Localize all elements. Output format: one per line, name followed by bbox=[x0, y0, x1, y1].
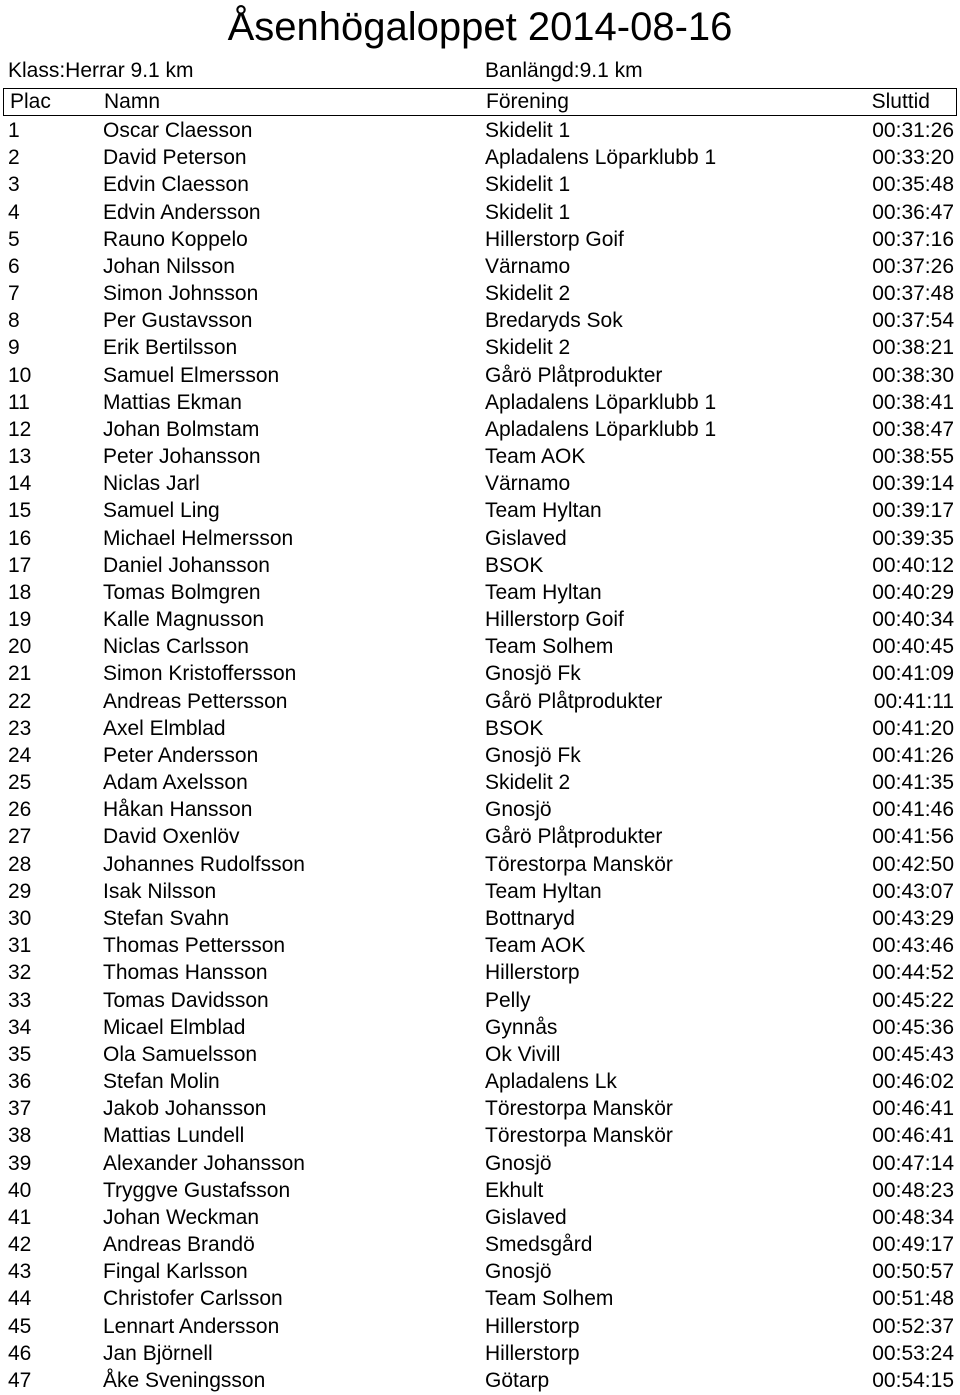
row-plac: 43 bbox=[8, 1260, 32, 1284]
row-sluttid: 00:46:41 bbox=[872, 1097, 954, 1121]
row-forening: Skidelit 1 bbox=[485, 173, 571, 197]
table-row bbox=[0, 1367, 960, 1394]
row-namn: Niclas Carlsson bbox=[103, 635, 249, 659]
row-forening: Värnamo bbox=[485, 254, 571, 278]
row-sluttid: 00:39:17 bbox=[872, 499, 954, 523]
table-row bbox=[0, 742, 960, 769]
row-sluttid: 00:35:48 bbox=[872, 173, 954, 197]
table-row bbox=[0, 1014, 960, 1041]
table-row bbox=[0, 1122, 960, 1149]
row-namn: Thomas Pettersson bbox=[103, 934, 286, 958]
row-forening: Gislaved bbox=[485, 1205, 567, 1229]
table-row bbox=[0, 878, 960, 905]
row-forening: Team Solhem bbox=[485, 1287, 614, 1311]
table-row bbox=[0, 715, 960, 742]
row-plac: 34 bbox=[8, 1015, 32, 1039]
table-row bbox=[0, 443, 960, 470]
table-row bbox=[0, 1095, 960, 1122]
row-sluttid: 00:50:57 bbox=[872, 1260, 954, 1284]
row-plac: 32 bbox=[8, 961, 32, 985]
row-sluttid: 00:45:43 bbox=[872, 1042, 954, 1066]
row-forening: Skidelit 2 bbox=[485, 282, 571, 306]
table-row bbox=[0, 280, 960, 307]
row-namn: Håkan Hansson bbox=[103, 798, 253, 822]
table-row bbox=[0, 1285, 960, 1312]
row-namn: Mattias Lundell bbox=[103, 1124, 245, 1148]
table-row bbox=[0, 226, 960, 253]
row-sluttid: 00:38:55 bbox=[872, 445, 954, 469]
row-forening: BSOK bbox=[485, 553, 544, 577]
row-namn: Alexander Johansson bbox=[103, 1151, 305, 1175]
row-plac: 29 bbox=[8, 879, 32, 903]
row-plac: 8 bbox=[8, 309, 20, 333]
row-plac: 36 bbox=[8, 1070, 32, 1094]
row-sluttid: 00:37:48 bbox=[872, 282, 954, 306]
row-namn: Johannes Rudolfsson bbox=[103, 852, 305, 876]
class-label: Klass:Herrar 9.1 km bbox=[8, 59, 194, 82]
row-forening: Apladalens Löparklubb 1 bbox=[485, 417, 717, 441]
row-sluttid: 00:38:21 bbox=[872, 336, 954, 360]
row-forening: Gårö Plåtprodukter bbox=[485, 363, 663, 387]
row-namn: Kalle Magnusson bbox=[103, 608, 265, 632]
table-row bbox=[0, 851, 960, 878]
row-plac: 25 bbox=[8, 771, 32, 795]
row-sluttid: 00:46:02 bbox=[872, 1070, 954, 1094]
row-namn: Andreas Brandö bbox=[103, 1233, 255, 1257]
table-row bbox=[0, 1231, 960, 1258]
table-row bbox=[0, 1340, 960, 1367]
row-namn: Johan Weckman bbox=[103, 1205, 260, 1229]
row-namn: Thomas Hansson bbox=[103, 961, 268, 985]
row-sluttid: 00:42:50 bbox=[872, 852, 954, 876]
row-sluttid: 00:41:26 bbox=[872, 743, 954, 767]
row-forening: Gnosjö Fk bbox=[485, 662, 581, 686]
table-row bbox=[0, 334, 960, 361]
row-plac: 22 bbox=[8, 689, 32, 713]
row-plac: 23 bbox=[8, 716, 32, 740]
row-forening: Gynnås bbox=[485, 1015, 558, 1039]
row-sluttid: 00:38:47 bbox=[872, 417, 954, 441]
row-sluttid: 00:39:35 bbox=[872, 526, 954, 550]
row-sluttid: 00:49:17 bbox=[872, 1233, 954, 1257]
row-sluttid: 00:40:34 bbox=[872, 608, 954, 632]
table-row bbox=[0, 1068, 960, 1095]
row-namn: Stefan Svahn bbox=[103, 906, 230, 930]
row-namn: Jakob Johansson bbox=[103, 1097, 267, 1121]
row-forening: BSOK bbox=[485, 716, 544, 740]
row-plac: 15 bbox=[8, 499, 32, 523]
row-namn: Samuel Elmersson bbox=[103, 363, 280, 387]
row-forening: Gårö Plåtprodukter bbox=[485, 825, 663, 849]
row-plac: 35 bbox=[8, 1042, 32, 1066]
table-row bbox=[0, 1313, 960, 1340]
row-sluttid: 00:37:26 bbox=[872, 254, 954, 278]
table-row bbox=[0, 932, 960, 959]
row-namn: Stefan Molin bbox=[103, 1070, 220, 1094]
row-namn: Mattias Ekman bbox=[103, 390, 242, 414]
row-plac: 47 bbox=[8, 1368, 32, 1392]
row-sluttid: 00:48:34 bbox=[872, 1205, 954, 1229]
row-plac: 41 bbox=[8, 1205, 32, 1229]
row-sluttid: 00:40:45 bbox=[872, 635, 954, 659]
row-forening: Hillerstorp bbox=[485, 961, 580, 985]
row-plac: 13 bbox=[8, 445, 32, 469]
row-plac: 31 bbox=[8, 934, 32, 958]
header-sluttid: Sluttid bbox=[871, 90, 930, 113]
table-row bbox=[0, 525, 960, 552]
table-row bbox=[0, 362, 960, 389]
row-plac: 6 bbox=[8, 254, 20, 278]
row-forening: Bredaryds Sok bbox=[485, 309, 623, 333]
row-plac: 11 bbox=[8, 390, 30, 414]
table-row bbox=[0, 1177, 960, 1204]
table-row bbox=[0, 389, 960, 416]
row-sluttid: 00:40:29 bbox=[872, 580, 954, 604]
row-forening: Gislaved bbox=[485, 526, 567, 550]
row-forening: Team Hyltan bbox=[485, 499, 602, 523]
row-sluttid: 00:45:22 bbox=[872, 988, 954, 1012]
row-namn: Peter Andersson bbox=[103, 743, 259, 767]
row-namn: David Peterson bbox=[103, 146, 247, 170]
row-namn: Johan Bolmstam bbox=[103, 417, 260, 441]
row-sluttid: 00:43:46 bbox=[872, 934, 954, 958]
row-sluttid: 00:46:41 bbox=[872, 1124, 954, 1148]
row-sluttid: 00:41:20 bbox=[872, 716, 954, 740]
row-forening: Törestorpa Manskör bbox=[485, 852, 673, 876]
table-row bbox=[0, 552, 960, 579]
row-forening: Hillerstorp Goif bbox=[485, 608, 624, 632]
course-length-label: Banlängd:9.1 km bbox=[485, 59, 643, 82]
row-plac: 37 bbox=[8, 1097, 32, 1121]
row-forening: Hillerstorp bbox=[485, 1314, 580, 1338]
table-row bbox=[0, 144, 960, 171]
row-plac: 26 bbox=[8, 798, 32, 822]
table-row bbox=[0, 688, 960, 715]
row-forening: Götarp bbox=[485, 1368, 550, 1392]
row-sluttid: 00:40:12 bbox=[872, 553, 954, 577]
row-forening: Skidelit 2 bbox=[485, 771, 571, 795]
row-namn: Lennart Andersson bbox=[103, 1314, 280, 1338]
row-namn: Micael Elmblad bbox=[103, 1015, 246, 1039]
row-forening: Gnosjö Fk bbox=[485, 743, 581, 767]
row-plac: 21 bbox=[8, 662, 32, 686]
row-forening: Skidelit 2 bbox=[485, 336, 571, 360]
row-forening: Apladalens Löparklubb 1 bbox=[485, 390, 717, 414]
row-namn: Michael Helmersson bbox=[103, 526, 294, 550]
table-row bbox=[0, 823, 960, 850]
table-row bbox=[0, 1041, 960, 1068]
row-plac: 9 bbox=[8, 336, 20, 360]
row-forening: Gårö Plåtprodukter bbox=[485, 689, 663, 713]
row-sluttid: 00:48:23 bbox=[872, 1178, 954, 1202]
row-plac: 44 bbox=[8, 1287, 32, 1311]
row-sluttid: 00:44:52 bbox=[872, 961, 954, 985]
row-plac: 3 bbox=[8, 173, 20, 197]
row-sluttid: 00:37:16 bbox=[872, 227, 954, 251]
row-sluttid: 00:39:14 bbox=[872, 472, 954, 496]
table-row bbox=[0, 1150, 960, 1177]
row-forening: Smedsgård bbox=[485, 1233, 593, 1257]
row-plac: 42 bbox=[8, 1233, 32, 1257]
row-sluttid: 00:43:07 bbox=[872, 879, 954, 903]
row-plac: 28 bbox=[8, 852, 32, 876]
row-namn: Simon Kristoffersson bbox=[103, 662, 297, 686]
row-forening: Ekhult bbox=[485, 1178, 544, 1202]
row-plac: 14 bbox=[8, 472, 32, 496]
table-header bbox=[3, 88, 957, 116]
table-row bbox=[0, 470, 960, 497]
row-namn: Tryggve Gustafsson bbox=[103, 1178, 291, 1202]
header-namn: Namn bbox=[104, 90, 161, 113]
row-forening: Team AOK bbox=[485, 934, 586, 958]
row-sluttid: 00:37:54 bbox=[872, 309, 954, 333]
row-sluttid: 00:54:15 bbox=[872, 1368, 954, 1392]
row-sluttid: 00:41:35 bbox=[872, 771, 954, 795]
table-row bbox=[0, 769, 960, 796]
row-plac: 30 bbox=[8, 906, 32, 930]
row-forening: Gnosjö bbox=[485, 1151, 552, 1175]
table-row bbox=[0, 959, 960, 986]
row-sluttid: 00:41:56 bbox=[872, 825, 954, 849]
table-row bbox=[0, 905, 960, 932]
row-plac: 17 bbox=[8, 553, 32, 577]
table-row bbox=[0, 633, 960, 660]
row-namn: Edvin Claesson bbox=[103, 173, 249, 197]
page-title: Åsenhögaloppet 2014-08-16 bbox=[227, 5, 733, 49]
row-forening: Team Hyltan bbox=[485, 879, 602, 903]
row-plac: 4 bbox=[8, 200, 20, 224]
row-plac: 5 bbox=[8, 227, 20, 251]
row-namn: Tomas Davidsson bbox=[103, 988, 269, 1012]
row-plac: 45 bbox=[8, 1314, 32, 1338]
row-forening: Hillerstorp bbox=[485, 1341, 580, 1365]
row-forening: Skidelit 1 bbox=[485, 119, 571, 142]
row-plac: 18 bbox=[8, 580, 32, 604]
row-namn: Erik Bertilsson bbox=[103, 336, 238, 360]
row-sluttid: 00:36:47 bbox=[872, 200, 954, 224]
row-plac: 27 bbox=[8, 825, 32, 849]
table-row bbox=[0, 796, 960, 823]
row-sluttid: 00:53:24 bbox=[872, 1341, 954, 1365]
row-plac: 46 bbox=[8, 1341, 32, 1365]
row-forening: Team AOK bbox=[485, 445, 586, 469]
row-namn: Jan Björnell bbox=[103, 1341, 213, 1365]
row-plac: 24 bbox=[8, 743, 32, 767]
row-forening: Gnosjö bbox=[485, 1260, 552, 1284]
row-plac: 2 bbox=[8, 146, 20, 170]
row-forening: Törestorpa Manskör bbox=[485, 1124, 673, 1148]
table-row bbox=[0, 416, 960, 443]
row-namn: Tomas Bolmgren bbox=[103, 580, 261, 604]
header-forening: Förening bbox=[486, 90, 569, 113]
row-namn: Rauno Koppelo bbox=[103, 227, 248, 251]
row-sluttid: 00:41:46 bbox=[872, 798, 954, 822]
row-forening: Skidelit 1 bbox=[485, 200, 571, 224]
row-namn: Edvin Andersson bbox=[103, 200, 261, 224]
header-plac: Plac bbox=[10, 90, 51, 113]
row-sluttid: 00:38:41 bbox=[872, 390, 954, 414]
table-row bbox=[0, 497, 960, 524]
row-plac: 33 bbox=[8, 988, 32, 1012]
row-namn: Fingal Karlsson bbox=[103, 1260, 248, 1284]
row-sluttid: 00:45:36 bbox=[872, 1015, 954, 1039]
row-plac: 40 bbox=[8, 1178, 32, 1202]
row-forening: Apladalens Lk bbox=[485, 1070, 617, 1094]
table-row bbox=[0, 199, 960, 226]
row-sluttid: 00:31:26 bbox=[872, 119, 954, 142]
row-sluttid: 00:51:48 bbox=[872, 1287, 954, 1311]
row-namn: Samuel Ling bbox=[103, 499, 220, 523]
row-plac: 7 bbox=[8, 282, 20, 306]
row-plac: 19 bbox=[8, 608, 32, 632]
row-namn: Peter Johansson bbox=[103, 445, 261, 469]
row-forening: Apladalens Löparklubb 1 bbox=[485, 146, 717, 170]
row-namn: Daniel Johansson bbox=[103, 553, 270, 577]
table-row bbox=[0, 1204, 960, 1231]
row-sluttid: 00:47:14 bbox=[872, 1151, 954, 1175]
table-row bbox=[0, 253, 960, 280]
row-namn: Isak Nilsson bbox=[103, 879, 217, 903]
row-sluttid: 00:43:29 bbox=[872, 906, 954, 930]
row-plac: 1 bbox=[8, 119, 20, 142]
row-plac: 16 bbox=[8, 526, 32, 550]
row-forening: Team Hyltan bbox=[485, 580, 602, 604]
row-namn: Niclas Jarl bbox=[103, 472, 200, 496]
table-row bbox=[0, 606, 960, 633]
row-namn: David Oxenlöv bbox=[103, 825, 240, 849]
row-namn: Axel Elmblad bbox=[103, 716, 226, 740]
row-forening: Gnosjö bbox=[485, 798, 552, 822]
row-sluttid: 00:41:11 bbox=[873, 689, 954, 713]
row-plac: 12 bbox=[8, 417, 32, 441]
row-forening: Värnamo bbox=[485, 472, 571, 496]
row-forening: Ok Vivill bbox=[485, 1042, 561, 1066]
row-plac: 38 bbox=[8, 1124, 32, 1148]
row-plac: 10 bbox=[8, 363, 32, 387]
row-namn: Per Gustavsson bbox=[103, 309, 253, 333]
table-row bbox=[0, 307, 960, 334]
row-namn: Simon Johnsson bbox=[103, 282, 259, 306]
table-row bbox=[0, 171, 960, 198]
row-sluttid: 00:41:09 bbox=[872, 662, 954, 686]
row-forening: Bottnaryd bbox=[485, 906, 575, 930]
row-namn: Åke Sveningsson bbox=[103, 1368, 266, 1392]
row-forening: Törestorpa Manskör bbox=[485, 1097, 673, 1121]
table-row bbox=[0, 1258, 960, 1285]
row-forening: Team Solhem bbox=[485, 635, 614, 659]
row-namn: Ola Samuelsson bbox=[103, 1042, 258, 1066]
row-plac: 39 bbox=[8, 1151, 32, 1175]
table-row bbox=[0, 117, 960, 144]
row-namn: Oscar Claesson bbox=[103, 119, 253, 142]
row-forening: Pelly bbox=[485, 988, 531, 1012]
table-row bbox=[0, 579, 960, 606]
row-plac: 20 bbox=[8, 635, 32, 659]
table-row bbox=[0, 987, 960, 1014]
row-sluttid: 00:33:20 bbox=[872, 146, 954, 170]
row-namn: Adam Axelsson bbox=[103, 771, 248, 795]
row-namn: Christofer Carlsson bbox=[103, 1287, 283, 1311]
row-forening: Hillerstorp Goif bbox=[485, 227, 624, 251]
row-sluttid: 00:52:37 bbox=[872, 1314, 954, 1338]
table-row bbox=[0, 660, 960, 687]
row-sluttid: 00:38:30 bbox=[872, 363, 954, 387]
row-namn: Andreas Pettersson bbox=[103, 689, 288, 713]
results-table bbox=[0, 117, 960, 1394]
row-namn: Johan Nilsson bbox=[103, 254, 235, 278]
